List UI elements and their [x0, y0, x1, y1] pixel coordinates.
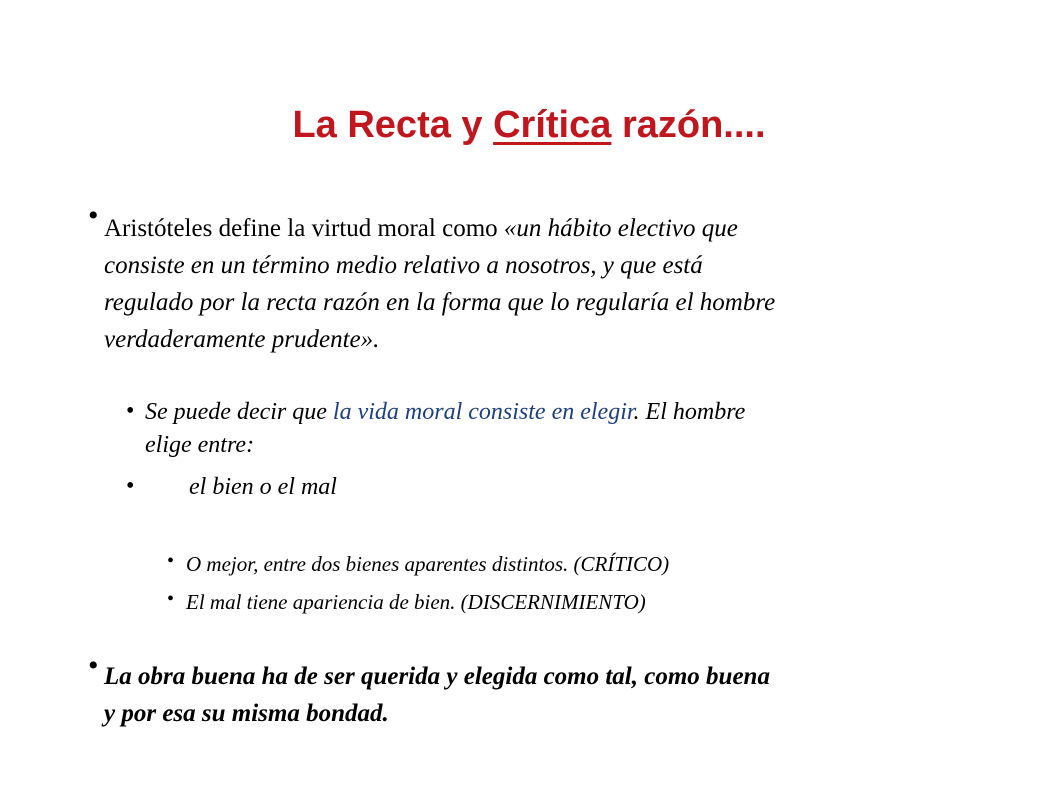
title-part2: razón.... [611, 104, 766, 146]
point-4-text: O mejor, entre dos bienes aparentes distintos. (CRÍTICO) [186, 552, 670, 576]
point-1-line-2: consiste en un término medio relativo a nosotros, y que está [104, 252, 703, 279]
point-1-line-4: verdaderamente prudente». [104, 326, 380, 353]
bullet-point-5: • [167, 588, 175, 610]
highlight-text: la vida moral consiste en elegir [332, 399, 634, 425]
point-1-line-3: regulado por la recta razón en la forma que lo regularía el hombre [104, 289, 776, 316]
point-1-text [104, 210, 775, 358]
title-underlined-word: Crítica [493, 104, 612, 146]
bullet-point-6: • [88, 649, 99, 682]
bullet-point-4: • [167, 550, 175, 572]
bullet-point-2: • [126, 398, 135, 424]
bullet-point-1: • [88, 199, 99, 232]
point-6-line-2: y por esa su misma bondad. [104, 700, 389, 727]
title-part1: La Recta y [292, 104, 494, 146]
point-6-text [104, 658, 770, 732]
bullet-point-3: • [126, 473, 135, 499]
slide-title [0, 104, 1058, 147]
point-3-text: el bien o el mal [189, 474, 337, 500]
point-1-line-1: Aristóteles define la virtud moral como «un hábito electivo que [104, 215, 738, 242]
point-2-text [145, 396, 745, 462]
point-2-line-1: Se puede decir que la vida moral consiste en elegir. El hombre [145, 399, 746, 425]
point-2-line-2: elige entre: [145, 432, 255, 458]
point-6-line-1: La obra buena ha de ser querida y elegida como tal, como buena [104, 663, 770, 690]
point-5-text: El mal tiene apariencia de bien. (DISCERNIMIENTO) [186, 590, 646, 614]
